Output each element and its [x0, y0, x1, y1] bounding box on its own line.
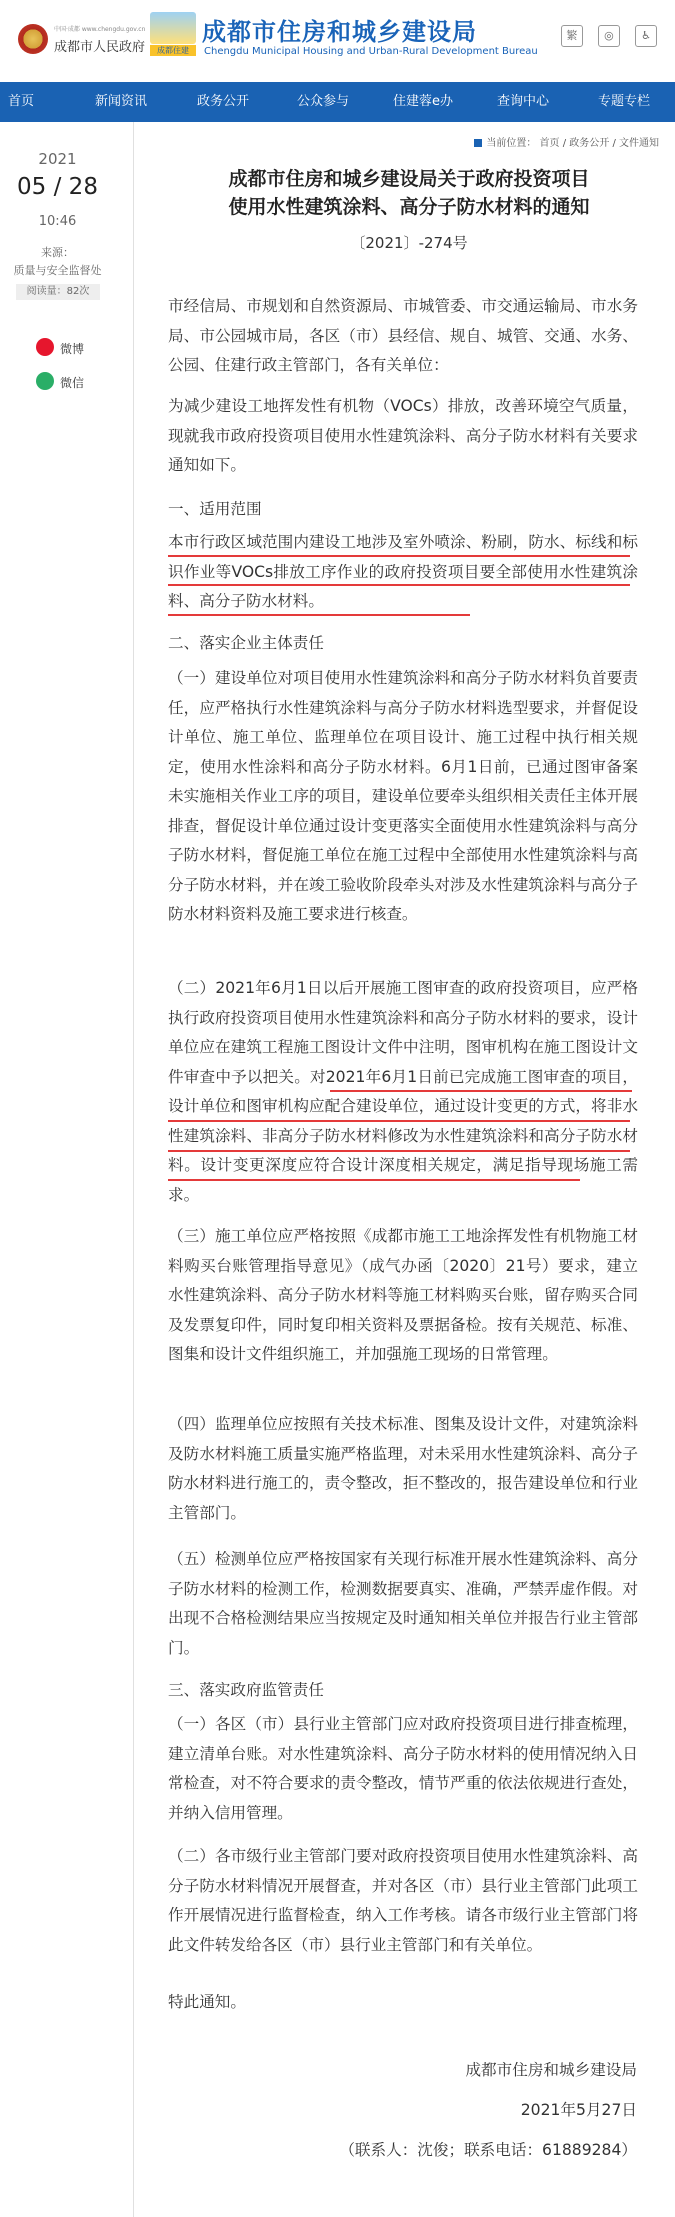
- section-heading-2: 二、落实企业主体责任: [168, 634, 324, 652]
- paragraph-scope: 本市行政区域范围内建设工地涉及室外喷涂、粉刷，防水、标线和标识作业等VOCs排放工序作业的政府投资项目要全部使用水性建筑涂料、高分子防水材料。: [168, 533, 638, 610]
- highlight-underline: [168, 1120, 630, 1122]
- nav-gov-affairs[interactable]: 政务公开: [197, 94, 250, 109]
- paragraph-addressees: 市经信局、市规划和自然资源局、市城管委、市交通运输局、市水务局、市公园城市局，各区（市）县经信、规自、城管、交通、水务、公园、住建行政主管部门，各有关单位：: [168, 297, 638, 374]
- publish-date: 05 / 28: [17, 174, 98, 200]
- gov-name: 成都市人民政府: [54, 40, 146, 55]
- publish-year: 2021: [38, 150, 77, 168]
- paragraph-testing-unit: （五）检测单位应严格按国家有关现行标准开展水性建筑涂料、高分子防水材料的检测工作，检测数据要真实、准确，严禁弄虚作假。对出现不合格检测结果应当按规定及时通知相关单位并报告行业主管部门。: [168, 1550, 638, 1657]
- site-header: [0, 0, 675, 82]
- highlight-underline: [168, 614, 470, 616]
- nav-news[interactable]: 新闻资讯: [95, 94, 148, 109]
- nav-home[interactable]: 首页: [8, 94, 35, 109]
- signing-organization: 成都市住房和城乡建设局: [465, 2061, 637, 2079]
- share-weibo-label: 微博: [60, 342, 85, 356]
- nav-query-center[interactable]: 查询中心: [497, 94, 550, 109]
- accessibility-icon[interactable]: ♿: [635, 25, 657, 47]
- paragraph-construction-contractor: （三）施工单位应严格按照《成都市施工工地涂挥发性有机物施工材料购买台账管理指导意见》（成气办函〔2020〕21号）要求，建立水性建筑涂料、高分子防水材料等施工材料购买台账，留存购买合同及发票复印件，同时复印相关资料及票据备检。按有关规范、标准、图集和设计文件组织施工，并加强施工现场的日常管理。: [168, 1227, 638, 1363]
- paragraph-construction-unit: （一）建设单位对项目使用水性建筑涂料和高分子防水材料负首要责任，应严格执行水性建筑涂料与高分子防水材料选型要求，并督促设计单位、施工单位、监理单位在项目设计、施工过程中执行相关规定，使用水性涂料和高分子防水材料。6月1日前，已通过图审备案未实施相关作业工序的项目，建设单位要牵头组织相关责任主体开展排查，督促设计单位通过设计变更落实全面使用水性建筑涂料与高分子防水材料，督促施工单位在施工过程中全部使用水性建筑涂料与高分子防水材料，并在竣工验收阶段牵头对涉及水性建筑涂料与高分子防水材料资料及施工要求进行核查。: [168, 669, 638, 923]
- highlight-underline: [330, 1090, 632, 1092]
- bureau-logo-tag: 成都住建: [150, 45, 196, 56]
- signing-date: 2021年5月27日: [520, 2101, 637, 2119]
- paragraph-district-supervision: （一）各区（市）县行业主管部门应对政府投资项目进行排查梳理，建立清单台账。对水性建筑涂料、高分子防水材料的使用情况纳入日常检查，对不符合要求的责令整改，情节严重的依法依规进行查处，并纳入信用管理。: [168, 1715, 638, 1822]
- breadcrumb-text: 当前位置： 首页 / 政务公开 / 文件通知: [486, 138, 659, 149]
- bureau-logo[interactable]: [150, 12, 196, 56]
- gov-logo[interactable]: [18, 22, 146, 56]
- contact-info: （联系人：沈俊；联系电话：61889284）: [339, 2141, 637, 2159]
- nav-special-topics[interactable]: 专题专栏: [598, 94, 651, 109]
- bureau-name: 成都市住房和城乡建设局: [202, 18, 477, 46]
- article-title-line-2: 使用水性建筑涂料、高分子防水材料的通知: [228, 196, 590, 218]
- highlight-underline: [168, 555, 630, 557]
- header-tools: [551, 24, 657, 47]
- section-heading-1: 一、适用范围: [168, 500, 262, 518]
- article-sidebar: [0, 122, 134, 2217]
- share-wechat-label: 微信: [60, 376, 85, 390]
- traditional-chinese-icon[interactable]: 繁: [561, 25, 583, 47]
- mobile-icon[interactable]: ◎: [598, 25, 620, 47]
- source-label: 来源：: [41, 246, 74, 259]
- main-nav: [0, 82, 675, 122]
- paragraph-supervision-unit: （四）监理单位应按照有关技术标准、图集及设计文件，对建筑涂料及防水材料施工质量实施严格监理，对未采用水性建筑涂料、高分子防水材料进行施工的，责令整改，拒不整改的，报告建设单位和行业主管部门。: [168, 1415, 638, 1522]
- source-value: 质量与安全监督处: [13, 264, 102, 277]
- highlight-underline: [168, 584, 630, 586]
- weibo-icon: [36, 338, 54, 356]
- view-count: 阅读量：82次: [16, 284, 100, 300]
- paragraph-city-supervision: （二）各市级行业主管部门要对政府投资项目使用水性建筑涂料、高分子防水材料情况开展督查，并对各区（市）县行业主管部门此项工作开展情况进行监督检查，纳入工作考核。请各市级行业主管部门将此文件转发给各区（市）县行业主管部门和有关单位。: [168, 1847, 638, 1954]
- closing-notice: 特此通知。: [168, 1993, 246, 2011]
- paragraph-design-unit: （二）2021年6月1日以后开展施工图审查的政府投资项目，应严格执行政府投资项目使用水性建筑涂料和高分子防水材料的要求，设计单位应在建筑工程施工图设计文件中注明，图审机构在施工图设计文件审查中予以把关。对2021年6月1日前已完成施工图审查的项目，设计单位和图审机构应配合建设单位，通过设计变更的方式，将非水性建筑涂料、非高分子防水材料修改为水性建筑涂料和高分子防水材料。设计变更深度应符合设计深度相关规定，满足指导现场施工需求。: [168, 979, 638, 1204]
- emblem-icon: [18, 24, 48, 54]
- document-number: 〔2021〕-274号: [350, 234, 468, 252]
- paragraph-intro: 为减少建设工地挥发性有机物（VOCs）排放，改善环境空气质量，现就我市政府投资项目使用水性建筑涂料、高分子防水材料有关要求通知如下。: [168, 397, 638, 474]
- publish-time: 10:46: [38, 214, 77, 229]
- nav-public-participation[interactable]: 公众参与: [297, 94, 350, 109]
- location-icon: [474, 139, 482, 147]
- highlight-underline: [168, 1150, 630, 1152]
- nav-e-service[interactable]: 住建蓉e办: [393, 94, 453, 109]
- wechat-icon: [36, 372, 54, 390]
- gov-site-url: 中国·成都 www.chengdu.gov.cn: [54, 26, 146, 33]
- highlight-underline: [168, 1179, 580, 1181]
- section-heading-3: 三、落实政府监管责任: [168, 1681, 324, 1699]
- breadcrumb[interactable]: [474, 134, 659, 149]
- bureau-logo-image: [150, 12, 196, 44]
- article-title-line-1: 成都市住房和城乡建设局关于政府投资项目: [228, 168, 590, 190]
- bureau-name-en: Chengdu Municipal Housing and Urban-Rural Development Bureau: [204, 46, 538, 57]
